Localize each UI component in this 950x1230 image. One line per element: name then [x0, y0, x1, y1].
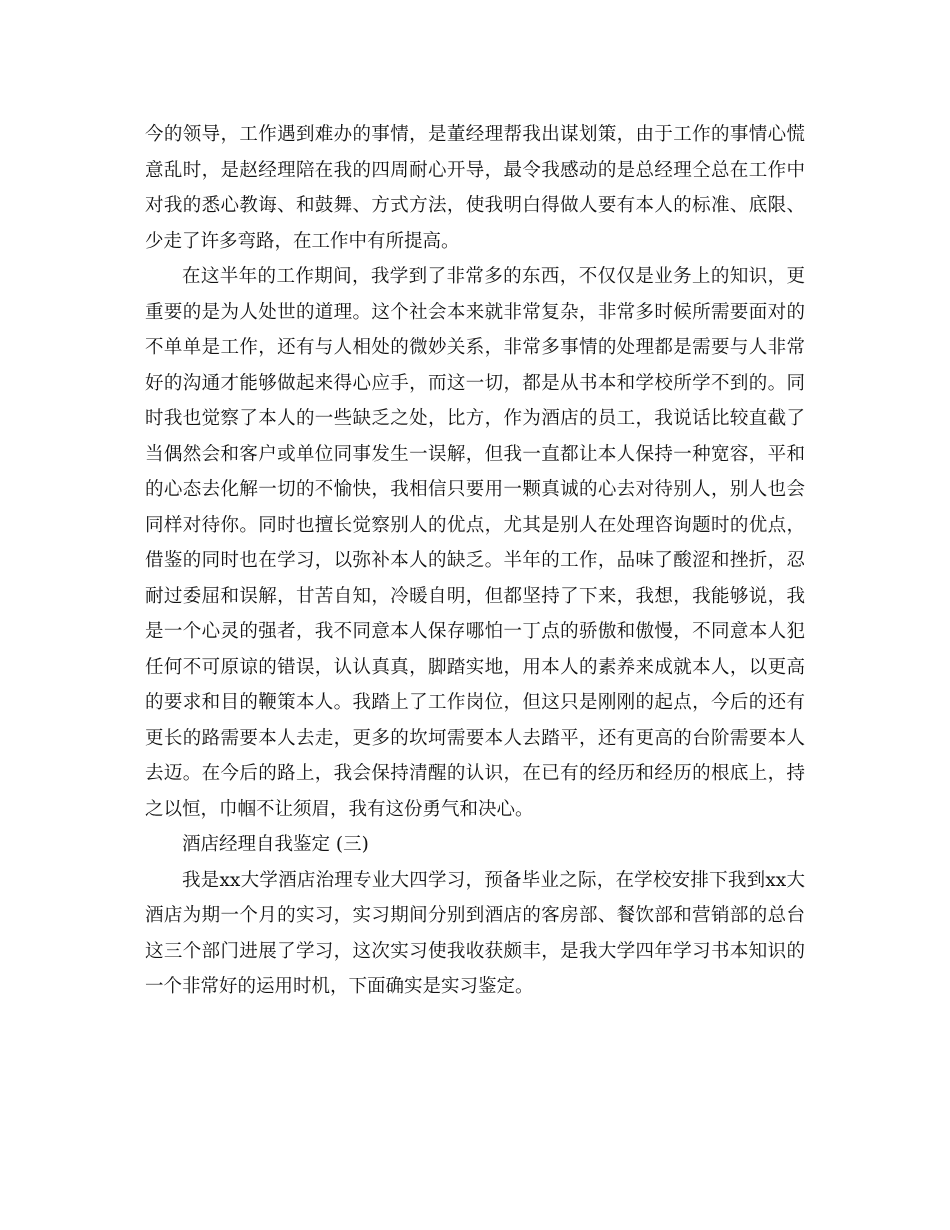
document-body — [145, 117, 805, 1005]
section-heading: 酒店经理自我鉴定 (三) — [182, 834, 369, 855]
paragraph-continuation: 今的领导，工作遇到难办的事情，是董经理帮我出谋划策，由于工作的事情心慌意乱时，是赵经理陪在我的四周耐心开导，最令我感动的是总经理仝总在工作中对我的悉心教诲、和鼓舞、方式方法，使我明白得做人要有本人的标准、底限、少走了许多弯路，在工作中有所提高。 — [145, 124, 805, 252]
paragraph-internship-intro: 我是xx大学酒店治理专业大四学习，预备毕业之际，在学校安排下我到xx大酒店为期一个月的实习，实习期间分别到酒店的客房部、餐饮部和营销部的总台这三个部门进展了学习，这次实习使我收获颇丰，是我大学四年学习书本知识的一个非常好的运用时机，下面确实是实习鉴定。 — [145, 869, 805, 997]
paragraph-work-reflection: 在这半年的工作期间，我学到了非常多的东西，不仅仅是业务上的知识，更重要的是为人处世的道理。这个社会本来就非常复杂，非常多时候所需要面对的不单单是工作，还有与人相处的微妙关系，非常多事情的处理都是需要与人非常好的沟通才能够做起来得心应手，而这一切，都是从书本和学校所学不到的。同时我也觉察了本人的一些缺乏之处，比方，作为酒店的员工，我说话比较直截了当偶然会和客户或单位同事发生一误解，但我一直都让本人保持一种宽容，平和的心态去化解一切的不愉快，我相信只要用一颗真诚的心去对待别人，别人也会同样对待你。同时也擅长觉察别人的优点，尤其是别人在处理咨询题时的优点，借鉴的同时也在学习，以弥补本人的缺乏。半年的工作，品味了酸涩和挫折，忍耐过委屈和误解，甘苦自知，冷暖自明，但都坚持了下来，我想，我能够说，我是一个心灵的强者，我不同意本人保存哪怕一丁点的骄傲和傲慢，不同意本人犯任何不可原谅的错误，认认真真，脚踏实地，用本人的素养来成就本人，以更高的要求和目的鞭策本人。我踏上了工作岗位，但这只是刚刚的起点，今后的还有更长的路需要本人去走，更多的坎坷需要本人去踏平，还有更高的台阶需要本人去迈。在今后的路上，我会保持清醒的认识，在已有的经历和经历的根底上，持之以恒，巾帼不让须眉，我有这份勇气和决心。 — [145, 266, 805, 820]
